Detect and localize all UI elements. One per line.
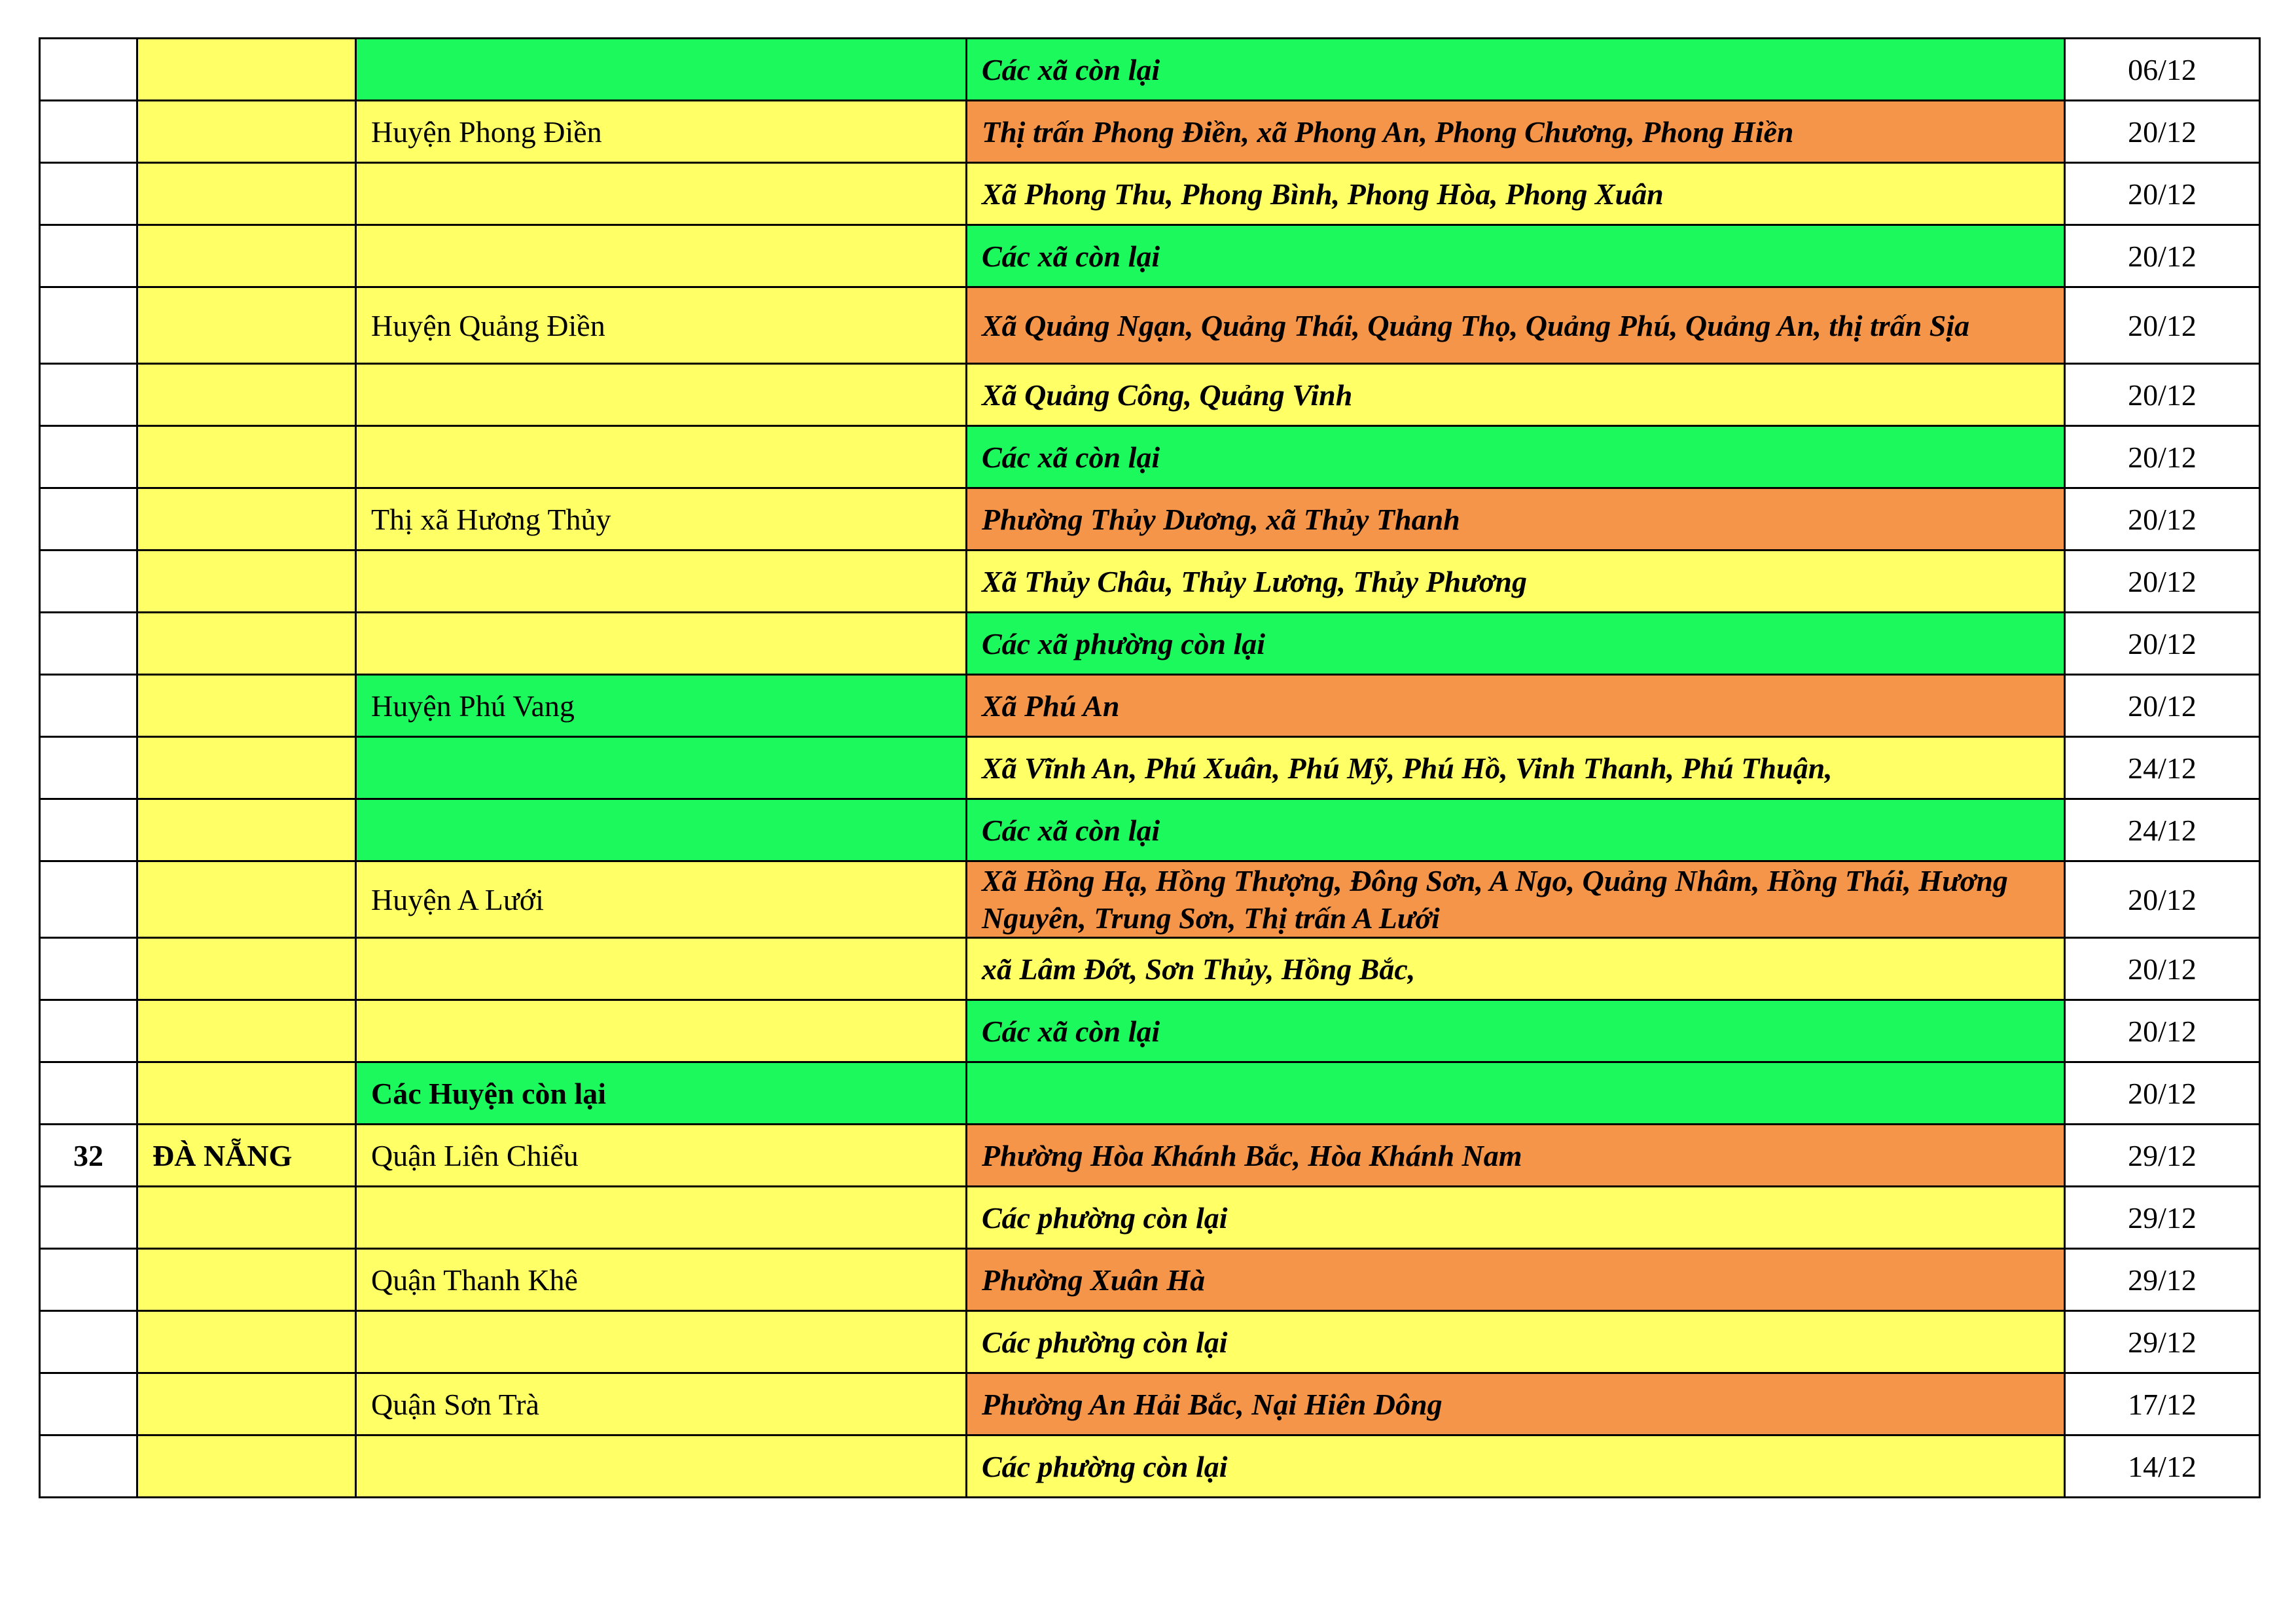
province-cell (137, 1000, 356, 1062)
province-cell (137, 613, 356, 675)
district-cell (356, 1311, 967, 1373)
table-row (40, 1435, 2260, 1498)
row-number-cell: 32 (40, 1125, 137, 1187)
table-row (40, 737, 2260, 799)
date-cell: 20/12 (2065, 613, 2260, 675)
row-number-cell (40, 1187, 137, 1249)
date-cell: 20/12 (2065, 675, 2260, 737)
district-cell (356, 737, 967, 799)
table-row (40, 225, 2260, 287)
row-number-cell (40, 1373, 137, 1435)
date-cell: 20/12 (2065, 364, 2260, 426)
row-number-cell (40, 163, 137, 225)
district-cell (356, 938, 967, 1000)
date-cell: 24/12 (2065, 737, 2260, 799)
district-cell (356, 364, 967, 426)
table-row (40, 1373, 2260, 1435)
row-number-cell (40, 675, 137, 737)
table-row (40, 938, 2260, 1000)
province-cell (137, 39, 356, 101)
date-cell: 20/12 (2065, 1000, 2260, 1062)
date-cell: 20/12 (2065, 938, 2260, 1000)
date-cell: 06/12 (2065, 39, 2260, 101)
district-cell: Các Huyện còn lại (356, 1062, 967, 1125)
area-cell: Xã Quảng Ngạn, Quảng Thái, Quảng Thọ, Quảng Phú, Quảng An, thị trấn Sịa (967, 287, 2065, 364)
date-cell: 14/12 (2065, 1435, 2260, 1498)
table-row (40, 426, 2260, 488)
row-number-cell (40, 1062, 137, 1125)
province-cell (137, 488, 356, 550)
district-cell: Thị xã Hương Thủy (356, 488, 967, 550)
area-cell: Xã Hồng Hạ, Hồng Thượng, Đông Sơn, A Ngo, Quảng Nhâm, Hồng Thái, Hương Nguyên, Trung Sơn, Thị trấn A Lưới (967, 861, 2065, 938)
district-cell (356, 550, 967, 613)
province-cell (137, 364, 356, 426)
table-row (40, 1311, 2260, 1373)
area-cell: xã Lâm Đớt, Sơn Thủy, Hồng Bắc, (967, 938, 2065, 1000)
province-cell: ĐÀ NẴNG (137, 1125, 356, 1187)
table-row (40, 1062, 2260, 1125)
date-cell: 20/12 (2065, 101, 2260, 163)
district-cell: Huyện Phong Điền (356, 101, 967, 163)
row-number-cell (40, 488, 137, 550)
area-cell: Xã Quảng Công, Quảng Vinh (967, 364, 2065, 426)
table-row (40, 675, 2260, 737)
date-cell: 20/12 (2065, 163, 2260, 225)
table-row (40, 550, 2260, 613)
district-cell (356, 426, 967, 488)
date-cell: 20/12 (2065, 550, 2260, 613)
province-cell (137, 861, 356, 938)
area-cell: Các xã còn lại (967, 225, 2065, 287)
date-cell: 17/12 (2065, 1373, 2260, 1435)
area-cell: Các xã còn lại (967, 1000, 2065, 1062)
area-cell: Phường Hòa Khánh Bắc, Hòa Khánh Nam (967, 1125, 2065, 1187)
date-cell: 29/12 (2065, 1311, 2260, 1373)
table-row (40, 861, 2260, 938)
district-cell (356, 163, 967, 225)
row-number-cell (40, 101, 137, 163)
area-cell: Thị trấn Phong Điền, xã Phong An, Phong Chương, Phong Hiền (967, 101, 2065, 163)
district-cell (356, 1187, 967, 1249)
area-cell: Các phường còn lại (967, 1311, 2065, 1373)
province-cell (137, 426, 356, 488)
district-cell (356, 613, 967, 675)
table-row (40, 287, 2260, 364)
area-cell: Các xã còn lại (967, 799, 2065, 861)
date-cell: 29/12 (2065, 1187, 2260, 1249)
area-cell: Xã Thủy Châu, Thủy Lương, Thủy Phương (967, 550, 2065, 613)
province-cell (137, 101, 356, 163)
area-cell: Phường Xuân Hà (967, 1249, 2065, 1311)
row-number-cell (40, 1249, 137, 1311)
province-cell (137, 737, 356, 799)
row-number-cell (40, 550, 137, 613)
district-cell: Quận Thanh Khê (356, 1249, 967, 1311)
table-row (40, 39, 2260, 101)
province-cell (137, 225, 356, 287)
date-cell: 20/12 (2065, 225, 2260, 287)
province-cell (137, 1435, 356, 1498)
area-cell: Các xã còn lại (967, 39, 2065, 101)
row-number-cell (40, 426, 137, 488)
date-cell: 20/12 (2065, 1062, 2260, 1125)
vaccination-schedule-table (39, 37, 2261, 1498)
district-cell: Huyện Quảng Điền (356, 287, 967, 364)
table-row (40, 613, 2260, 675)
row-number-cell (40, 364, 137, 426)
table-row (40, 488, 2260, 550)
district-cell: Huyện A Lưới (356, 861, 967, 938)
table-row (40, 1000, 2260, 1062)
district-cell: Quận Liên Chiểu (356, 1125, 967, 1187)
area-cell: Phường An Hải Bắc, Nại Hiên Dông (967, 1373, 2065, 1435)
row-number-cell (40, 39, 137, 101)
row-number-cell (40, 938, 137, 1000)
row-number-cell (40, 1311, 137, 1373)
table-row (40, 1249, 2260, 1311)
district-cell (356, 39, 967, 101)
province-cell (137, 799, 356, 861)
row-number-cell (40, 287, 137, 364)
table-row (40, 101, 2260, 163)
date-cell: 29/12 (2065, 1125, 2260, 1187)
area-cell: Xã Phong Thu, Phong Bình, Phong Hòa, Phong Xuân (967, 163, 2065, 225)
province-cell (137, 163, 356, 225)
table-row (40, 1187, 2260, 1249)
row-number-cell (40, 861, 137, 938)
date-cell: 20/12 (2065, 861, 2260, 938)
province-cell (137, 1062, 356, 1125)
row-number-cell (40, 613, 137, 675)
date-cell: 24/12 (2065, 799, 2260, 861)
area-cell: Các xã phường còn lại (967, 613, 2065, 675)
date-cell: 29/12 (2065, 1249, 2260, 1311)
district-cell (356, 225, 967, 287)
area-cell: Xã Phú An (967, 675, 2065, 737)
row-number-cell (40, 225, 137, 287)
province-cell (137, 1249, 356, 1311)
date-cell: 20/12 (2065, 287, 2260, 364)
row-number-cell (40, 737, 137, 799)
date-cell: 20/12 (2065, 488, 2260, 550)
district-cell (356, 799, 967, 861)
row-number-cell (40, 1435, 137, 1498)
district-cell: Quận Sơn Trà (356, 1373, 967, 1435)
table-row (40, 364, 2260, 426)
area-cell: Các phường còn lại (967, 1187, 2065, 1249)
area-cell: Phường Thủy Dương, xã Thủy Thanh (967, 488, 2065, 550)
province-cell (137, 1311, 356, 1373)
province-cell (137, 550, 356, 613)
area-cell: Các xã còn lại (967, 426, 2065, 488)
area-cell: Các phường còn lại (967, 1435, 2065, 1498)
province-cell (137, 675, 356, 737)
row-number-cell (40, 799, 137, 861)
table-row (40, 799, 2260, 861)
district-cell (356, 1435, 967, 1498)
row-number-cell (40, 1000, 137, 1062)
date-cell: 20/12 (2065, 426, 2260, 488)
table-row (40, 163, 2260, 225)
district-cell: Huyện Phú Vang (356, 675, 967, 737)
province-cell (137, 287, 356, 364)
district-cell (356, 1000, 967, 1062)
province-cell (137, 1373, 356, 1435)
province-cell (137, 1187, 356, 1249)
province-cell (137, 938, 356, 1000)
area-cell (967, 1062, 2065, 1125)
area-cell: Xã Vĩnh An, Phú Xuân, Phú Mỹ, Phú Hồ, Vinh Thanh, Phú Thuận, (967, 737, 2065, 799)
table-body (40, 39, 2260, 1498)
table-row (40, 1125, 2260, 1187)
